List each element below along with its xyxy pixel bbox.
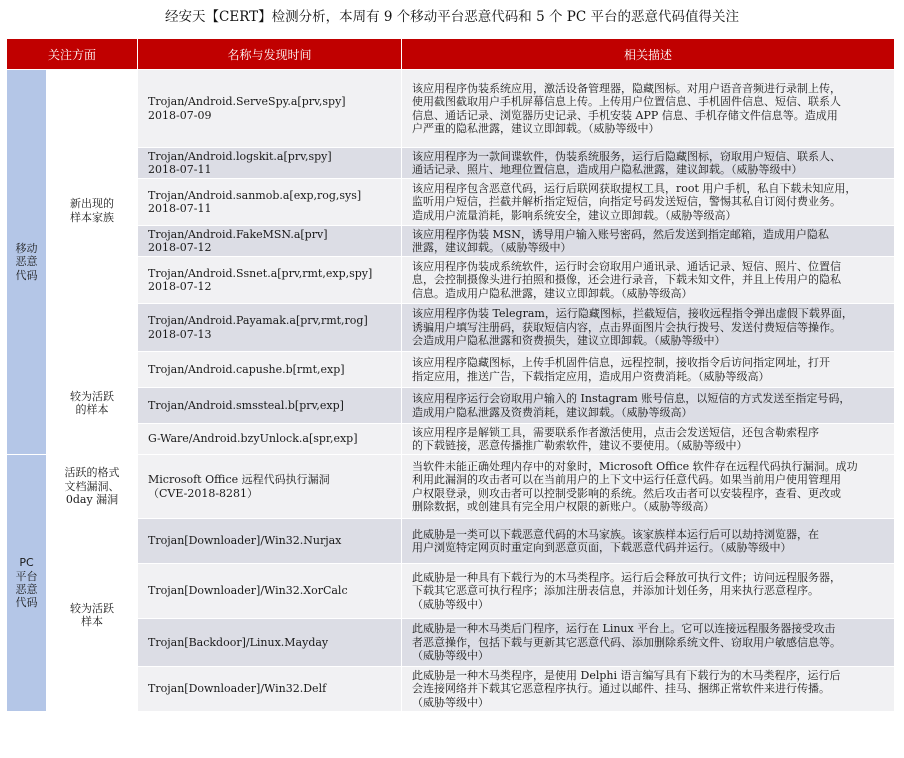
category-label: 恶意 [15, 583, 38, 596]
description-cell [402, 619, 895, 667]
description-line: 当软件未能正确处理内存中的对象时，Microsoft Office 软件存在远程代码执行漏洞。成功 [412, 459, 858, 473]
description-cell [402, 667, 895, 712]
malware-name-cell [138, 70, 402, 148]
table-row [7, 352, 895, 388]
description-cell [402, 455, 895, 519]
table-row [7, 304, 895, 352]
mobile-active-samples-cell [47, 352, 138, 455]
mobile-new-family-cell [47, 70, 138, 352]
description-cell [402, 352, 895, 388]
malware-name: 2018-07-12 [148, 280, 212, 293]
description-line: 该应用程序伪装 Telegram，运行隐藏图标，拦截短信，接收远程指令弹出虚假下载界面， [412, 307, 853, 321]
malware-name-cell [138, 564, 402, 619]
description-line: 监听用户短信，拦截并解析指定短信，向指定号码发送短信，警惕其私自订阅付费业务。 [412, 195, 842, 209]
description-cell [402, 424, 895, 455]
malware-name-cell [138, 388, 402, 424]
description-line: 删除数据，或创建具有完全用户权限的新账户。（威胁等级高） [412, 499, 715, 513]
description-line: （威胁等级中） [412, 597, 490, 611]
description-cell [402, 148, 895, 179]
description-line: 该应用程序伪装 MSN，诱导用户输入账号密码，然后发送到指定邮箱，造成用户隐私 [412, 227, 829, 241]
table-row [7, 455, 895, 519]
malware-name-cell [138, 148, 402, 179]
description-line: 者恶意操作，包括下载与更新其它恶意代码、添加删除系统文件、窃取用户敏感信息等。 [412, 635, 842, 649]
description-line: （威胁等级中） [412, 649, 490, 663]
description-line: 造成用户隐私泄露及资费消耗，建议卸载。（威胁等级高） [412, 405, 693, 419]
malware-name: Trojan[Downloader]/Win32.Delf [148, 682, 327, 696]
category-label: 平台 [15, 569, 38, 583]
page-title: 经安天【CERT】检测分析，本周有 9 个移动平台恶意代码和 5 个 PC 平台的恶意代码值得关注 [165, 9, 739, 25]
subcategory-label: 文档漏洞、 [64, 479, 120, 493]
malware-name: Microsoft Office 远程代码执行漏洞 [148, 473, 330, 487]
description-line: 会连接网络并下载其它恶意程序执行。通过以邮件、挂马、捆绑正常软件来进行传播。 [412, 682, 831, 696]
malware-name: Trojan[Downloader]/Win32.Nurjax [148, 534, 342, 548]
subcategory-label: 活跃的格式 [64, 466, 120, 480]
description-cell [402, 388, 895, 424]
malware-name-cell [138, 519, 402, 564]
table-row [7, 619, 895, 667]
description-line: 诱骗用户填写注册码，获取短信内容，点击界面图片会执行拨号、发送付费短信等操作。 [412, 320, 842, 334]
subcategory-label: 样本家族 [70, 210, 114, 224]
malware-name: G-Ware/Android.bzyUnlock.a[spr,exp] [148, 432, 358, 446]
malware-name-cell [138, 257, 402, 304]
description-line: 的下载链接，恶意传播推广勒索软件，建议不要使用。（威胁等级中） [412, 439, 748, 452]
description-line: 该应用程序运行会窃取用户输入的 Instagram 账号信息，以短信的方式发送至指定号码， [412, 392, 851, 406]
description-cell [402, 257, 895, 304]
description-line: 此威胁是一种木马类程序，是使用 Delphi 语言编写具有下载行为的木马类程序，运行后 [412, 668, 841, 682]
table-row [7, 148, 895, 179]
malware-name-cell [138, 352, 402, 388]
subcategory-label: 新出现的 [70, 197, 114, 211]
subcategory-label: 0day 漏洞 [65, 493, 119, 507]
description-line: （威胁等级中） [412, 695, 490, 709]
malware-name: Trojan/Android.Ssnet.a[prv,rmt,exp,spy] [148, 266, 373, 280]
header-focus-area: 关注方面 [7, 39, 138, 70]
malware-name: Trojan/Android.sanmob.a[exp,rog,sys] [148, 188, 362, 202]
malware-name: Trojan[Backdoor]/Linux.Mayday [148, 635, 329, 649]
description-cell [402, 304, 895, 352]
description-cell [402, 564, 895, 619]
category-label: 代码 [15, 596, 38, 610]
subcategory-label: 较为活跃 [70, 601, 114, 615]
description-cell [402, 179, 895, 226]
malware-name: （CVE-2018-8281） [148, 486, 259, 500]
description-line: 该应用程序隐藏图标，上传手机固件信息，远程控制，接收指令后访问指定网址，打开 [412, 356, 831, 370]
header-description: 相关描述 [402, 39, 895, 70]
description-line: 用户浏览特定网页时重定向到恶意页面，下载恶意代码并运行。（威胁等级中） [412, 541, 792, 554]
description-line: 使用截图截取用户手机屏幕信息上传。上传用户位置信息、手机固件信息、短信、联系人 [412, 95, 842, 109]
malware-name-cell [138, 455, 402, 519]
category-label: 移动 [15, 241, 38, 255]
description-line: 利用此漏洞的攻击者可以在当前用户的上下文中运行任意代码。如果当前用户使用管理用 [412, 473, 842, 487]
description-line: 下载其它恶意可执行程序；添加注册表信息，并添加计划任务，用来执行恶意程序。 [412, 584, 820, 598]
table-row [7, 226, 895, 257]
malware-name-cell [138, 226, 402, 257]
table-header-row [7, 39, 895, 70]
category-label: 代码 [15, 268, 38, 282]
subcategory-label: 样本 [81, 615, 103, 628]
table-row [7, 424, 895, 455]
pc-category-cell [7, 455, 47, 712]
description-line: 泄露，建议卸载。（威胁等级中） [412, 241, 572, 254]
pc-format-vuln-cell [47, 455, 138, 519]
table-row [7, 564, 895, 619]
category-label: PC [19, 556, 34, 570]
description-line: 信息、通话记录、浏览器历史记录、手机安装 APP 信息、手机存储文件信息等。造成用 [412, 108, 838, 122]
description-line: 息，会控制摄像头进行拍照和摄像，还会进行录音，下载未知文件，并且上传用户的隐私 [412, 273, 842, 287]
threat-table [6, 38, 895, 712]
description-line: 会造成用户隐私泄露和资费损失，建议立即卸载。（威胁等级中） [412, 334, 726, 348]
table-row [7, 179, 895, 226]
category-label: 恶意 [15, 255, 38, 269]
description-line: 该应用程序是解锁工具，需要联系作者激活使用，点击会发送短信，还包含勒索程序 [412, 425, 820, 439]
description-line: 此威胁是一种具有下载行为的木马类程序。运行后会释放可执行文件；访问远程服务器， [412, 570, 842, 584]
description-line: 该应用程序包含恶意代码，运行后联网获取提权工具，root 用户手机，私自下载未知应用， [412, 181, 857, 195]
description-line: 此威胁是一类可以下载恶意代码的木马家族。该家族样本运行后可以劫持浏览器，在 [412, 527, 820, 541]
description-line: 户权限登录，则攻击者可以控制受影响的系统。然后攻击者可以安装程序，查看、更改或 [412, 486, 842, 500]
malware-name: 2018-07-11 [148, 202, 212, 215]
malware-name: 2018-07-11 [148, 163, 212, 176]
malware-name: 2018-07-12 [148, 241, 212, 254]
malware-name-cell [138, 619, 402, 667]
malware-name: 2018-07-13 [148, 327, 212, 341]
malware-name-cell [138, 424, 402, 455]
malware-name: Trojan/Android.Payamak.a[prv,rmt,rog] [148, 314, 368, 328]
malware-name: Trojan[Downloader]/Win32.XorCalc [148, 584, 348, 598]
description-line: 通话记录、照片、地理位置信息，造成用户隐私泄露，建议卸载。（威胁等级中） [412, 163, 803, 176]
description-line: 指定应用，推送广告，下载指定应用，造成用户资费消耗。（威胁等级高） [412, 369, 770, 383]
description-cell [402, 226, 895, 257]
table-row [7, 388, 895, 424]
table-row [7, 70, 895, 148]
description-line: 造成用户流量消耗，影响系统安全，建议立即卸载。（威胁等级高） [412, 208, 737, 222]
malware-name-cell [138, 179, 402, 226]
table-row [7, 257, 895, 304]
malware-name: Trojan/Android.FakeMSN.a[prv] [148, 227, 328, 241]
description-line: 信息。造成用户隐私泄露，建议立即卸载。（威胁等级高） [412, 286, 693, 300]
description-cell [402, 70, 895, 148]
description-line: 该应用程序为一款间谍软件，伪装系统服务，运行后隐藏图标，窃取用户短信、联系人、 [412, 149, 842, 163]
malware-name: Trojan/Android.smssteal.b[prv,exp] [148, 398, 344, 412]
description-line: 此威胁是一种木马类后门程序，运行在 Linux 平台上。它可以连接远程服务器接受攻击 [412, 622, 836, 636]
malware-name: 2018-07-09 [148, 108, 212, 122]
table-row [7, 519, 895, 564]
malware-name-cell [138, 304, 402, 352]
mobile-category-cell [7, 70, 47, 455]
malware-name-cell [138, 667, 402, 712]
malware-name: Trojan/Android.logskit.a[prv,spy] [148, 149, 332, 163]
malware-name: Trojan/Android.ServeSpy.a[prv,spy] [148, 95, 346, 109]
subcategory-label: 的样本 [75, 403, 109, 416]
description-line: 该应用程序伪装成系统软件，运行时会窃取用户通讯录、通话记录、短信、照片、位置信 [412, 259, 842, 273]
header-name-and-date: 名称与发现时间 [138, 39, 402, 70]
subcategory-label: 较为活跃 [70, 389, 114, 403]
description-line: 该应用程序伪装系统应用，激活设备管理器，隐藏图标。对用户语音音频进行录制上传， [412, 81, 842, 95]
table-row [7, 667, 895, 712]
pc-active-samples-cell [47, 519, 138, 712]
malware-name: Trojan/Android.capushe.b[rmt,exp] [148, 362, 345, 376]
description-line: 户严重的隐私泄露，建议立即卸载。（威胁等级中） [412, 121, 660, 135]
description-cell [402, 519, 895, 564]
